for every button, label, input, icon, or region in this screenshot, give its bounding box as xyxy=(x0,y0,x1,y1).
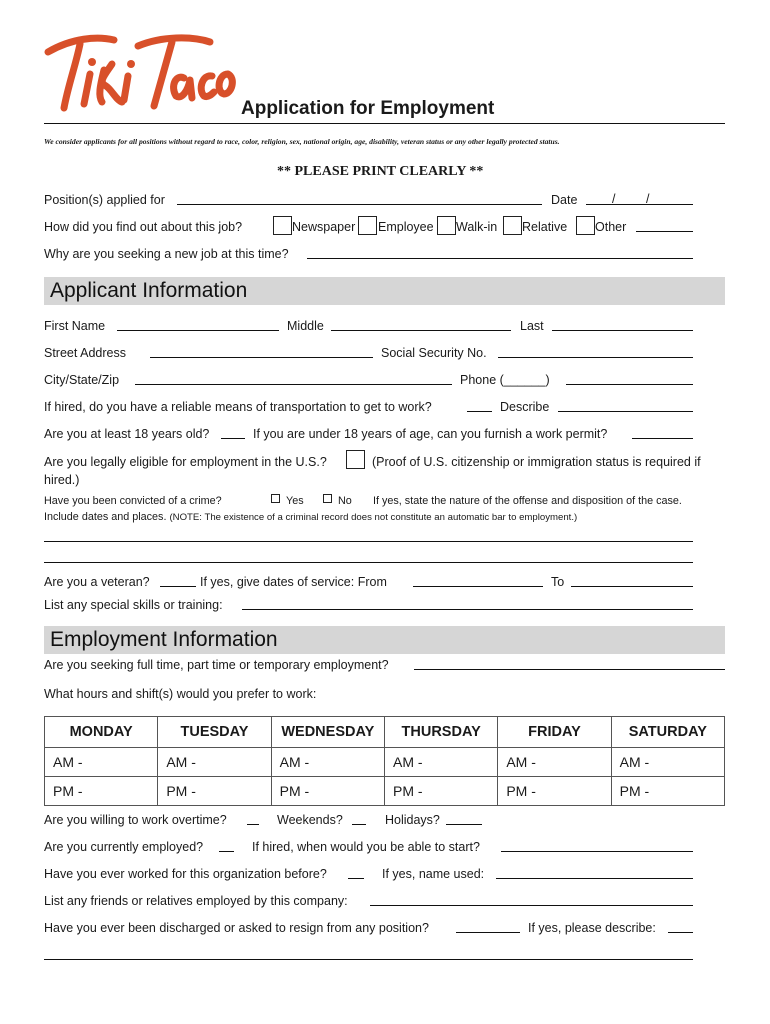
pm-cell[interactable]: PM - xyxy=(384,777,497,806)
name-used-input[interactable] xyxy=(496,878,693,879)
pm-cell[interactable]: PM - xyxy=(271,777,384,806)
veteran-dates-label: If yes, give dates of service: From xyxy=(200,575,387,589)
transport-input[interactable] xyxy=(467,411,492,412)
day-header: THURSDAY xyxy=(384,717,497,748)
day-header: MONDAY xyxy=(45,717,158,748)
day-header: FRIDAY xyxy=(498,717,611,748)
employee-checkbox[interactable] xyxy=(358,216,377,235)
service-from-input[interactable] xyxy=(413,586,543,587)
age18-label: Are you at least 18 years old? xyxy=(44,427,210,441)
ssn-input[interactable] xyxy=(498,357,693,358)
transport-label: If hired, do you have a reliable means of transportation to get to work? xyxy=(44,400,432,414)
am-row xyxy=(45,748,725,777)
am-cell[interactable]: AM - xyxy=(158,748,271,777)
schedule-header-row xyxy=(45,717,725,748)
am-cell[interactable]: AM - xyxy=(45,748,158,777)
phone-label: Phone (______) xyxy=(460,373,550,387)
overtime-input[interactable] xyxy=(247,824,259,825)
other-label: Other xyxy=(595,220,627,234)
start-label: If hired, when would you be able to start? xyxy=(252,840,480,854)
street-input[interactable] xyxy=(150,357,373,358)
city-input[interactable] xyxy=(135,384,452,385)
discharge-detail-line[interactable] xyxy=(44,959,693,960)
convicted-no[interactable]: No xyxy=(323,494,352,508)
please-describe-label: If yes, please describe: xyxy=(528,921,656,935)
offense-line-1[interactable] xyxy=(44,541,693,542)
walk-in-label: Walk-in xyxy=(456,220,498,234)
friends-input[interactable] xyxy=(370,905,693,906)
hours-label: What hours and shift(s) would you prefer to work: xyxy=(44,687,317,701)
please-describe-input[interactable] xyxy=(668,932,693,933)
no-checkbox[interactable] xyxy=(323,494,332,503)
other-checkbox[interactable] xyxy=(576,216,595,235)
schedule-table xyxy=(44,716,725,806)
discharged-input[interactable] xyxy=(456,932,520,933)
am-cell[interactable]: AM - xyxy=(498,748,611,777)
convicted-label: Have you been convicted of a crime? xyxy=(44,495,222,507)
newspaper-checkbox[interactable] xyxy=(273,216,292,235)
worked-before-input[interactable] xyxy=(348,878,364,879)
seeking-label: Are you seeking full time, part time or temporary employment? xyxy=(44,658,389,672)
permit-label: If you are under 18 years of age, can you furnish a work permit? xyxy=(253,427,608,441)
friends-label: List any friends or relatives employed by this company: xyxy=(44,894,348,908)
employed-label: Are you currently employed? xyxy=(44,840,204,854)
employee-label: Employee xyxy=(378,220,434,234)
seeking-input[interactable] xyxy=(414,669,725,670)
skills-input[interactable] xyxy=(242,609,693,610)
title-rule xyxy=(44,123,725,124)
day-header: TUESDAY xyxy=(158,717,271,748)
hired-label: hired.) xyxy=(44,473,80,487)
middle-label: Middle xyxy=(287,319,324,333)
ssn-label: Social Security No. xyxy=(381,346,487,360)
discharged-label: Have you ever been discharged or asked to resign from any position? xyxy=(44,921,429,935)
applicant-section-header xyxy=(44,277,725,305)
name-used-label: If yes, name used: xyxy=(382,867,485,881)
am-cell[interactable]: AM - xyxy=(271,748,384,777)
proof-label: (Proof of U.S. citizenship or immigration status is required if xyxy=(372,455,701,469)
why-input[interactable] xyxy=(307,258,693,259)
service-to-input[interactable] xyxy=(571,586,693,587)
date-slash: / xyxy=(646,192,650,206)
am-cell[interactable]: AM - xyxy=(611,748,724,777)
employed-input[interactable] xyxy=(219,851,234,852)
day-header: WEDNESDAY xyxy=(271,717,384,748)
permit-input[interactable] xyxy=(632,438,693,439)
convicted-note: If yes, state the nature of the offense and disposition of the case. xyxy=(373,495,682,507)
last-label: Last xyxy=(520,319,544,333)
first-name-label: First Name xyxy=(44,319,106,333)
weekends-input[interactable] xyxy=(352,824,366,825)
pm-cell[interactable]: PM - xyxy=(611,777,724,806)
print-notice: ** PLEASE PRINT CLEARLY ** xyxy=(277,164,484,179)
start-input[interactable] xyxy=(501,851,693,852)
eligible-label: Are you legally eligible for employment in the U.S.? xyxy=(44,455,327,469)
street-label: Street Address xyxy=(44,346,126,360)
phone-input[interactable] xyxy=(566,384,693,385)
pm-row xyxy=(45,777,725,806)
skills-label: List any special skills or training: xyxy=(44,598,223,612)
newspaper-label: Newspaper xyxy=(292,220,356,234)
walk-in-checkbox[interactable] xyxy=(437,216,456,235)
pm-cell[interactable]: PM - xyxy=(158,777,271,806)
holidays-label: Holidays? xyxy=(385,813,440,827)
describe-input[interactable] xyxy=(558,411,693,412)
convicted-yes[interactable]: Yes xyxy=(271,494,304,508)
eligible-checkbox[interactable] xyxy=(346,450,365,469)
pm-cell[interactable]: PM - xyxy=(45,777,158,806)
holidays-input[interactable] xyxy=(446,824,482,825)
first-name-input[interactable] xyxy=(117,330,279,331)
yes-checkbox[interactable] xyxy=(271,494,280,503)
to-label: To xyxy=(551,575,565,589)
age18-input[interactable] xyxy=(221,438,245,439)
date-input[interactable] xyxy=(586,204,693,205)
day-header: SATURDAY xyxy=(611,717,724,748)
position-input[interactable] xyxy=(177,204,542,205)
employment-heading: Employment Information xyxy=(50,628,278,651)
find-job-label: How did you find out about this job? xyxy=(44,220,243,234)
am-cell[interactable]: AM - xyxy=(384,748,497,777)
overtime-label: Are you willing to work overtime? xyxy=(44,813,227,827)
relative-checkbox[interactable] xyxy=(503,216,522,235)
other-input[interactable] xyxy=(636,231,693,232)
offense-line-2[interactable] xyxy=(44,562,693,563)
disclaimer: We consider applicants for all positions without regard to race, color, religion, sex, national origin, age, disability, veteran status or any other legally protected status. xyxy=(44,137,560,146)
weekends-label: Weekends? xyxy=(277,813,343,827)
last-input[interactable] xyxy=(552,330,693,331)
position-label: Position(s) applied for xyxy=(44,193,165,207)
veteran-input[interactable] xyxy=(160,586,196,587)
tiki-taco-logo xyxy=(42,30,242,114)
middle-input[interactable] xyxy=(331,330,511,331)
form-title: Application for Employment xyxy=(241,98,495,119)
city-label: City/State/Zip xyxy=(44,373,120,387)
pm-cell[interactable]: PM - xyxy=(498,777,611,806)
date-label: Date xyxy=(551,193,578,207)
applicant-heading: Applicant Information xyxy=(50,279,248,302)
date-slash: / xyxy=(612,192,616,206)
employment-section-header xyxy=(44,626,725,654)
include-dates: Include dates and places. (NOTE: The existence of a criminal record does not constitute an automatic bar to employment.) xyxy=(44,511,578,523)
why-label: Why are you seeking a new job at this time? xyxy=(44,247,289,261)
relative-label: Relative xyxy=(522,220,568,234)
worked-before-label: Have you ever worked for this organization before? xyxy=(44,867,327,881)
veteran-label: Are you a veteran? xyxy=(44,575,150,589)
describe-label: Describe xyxy=(500,400,550,414)
